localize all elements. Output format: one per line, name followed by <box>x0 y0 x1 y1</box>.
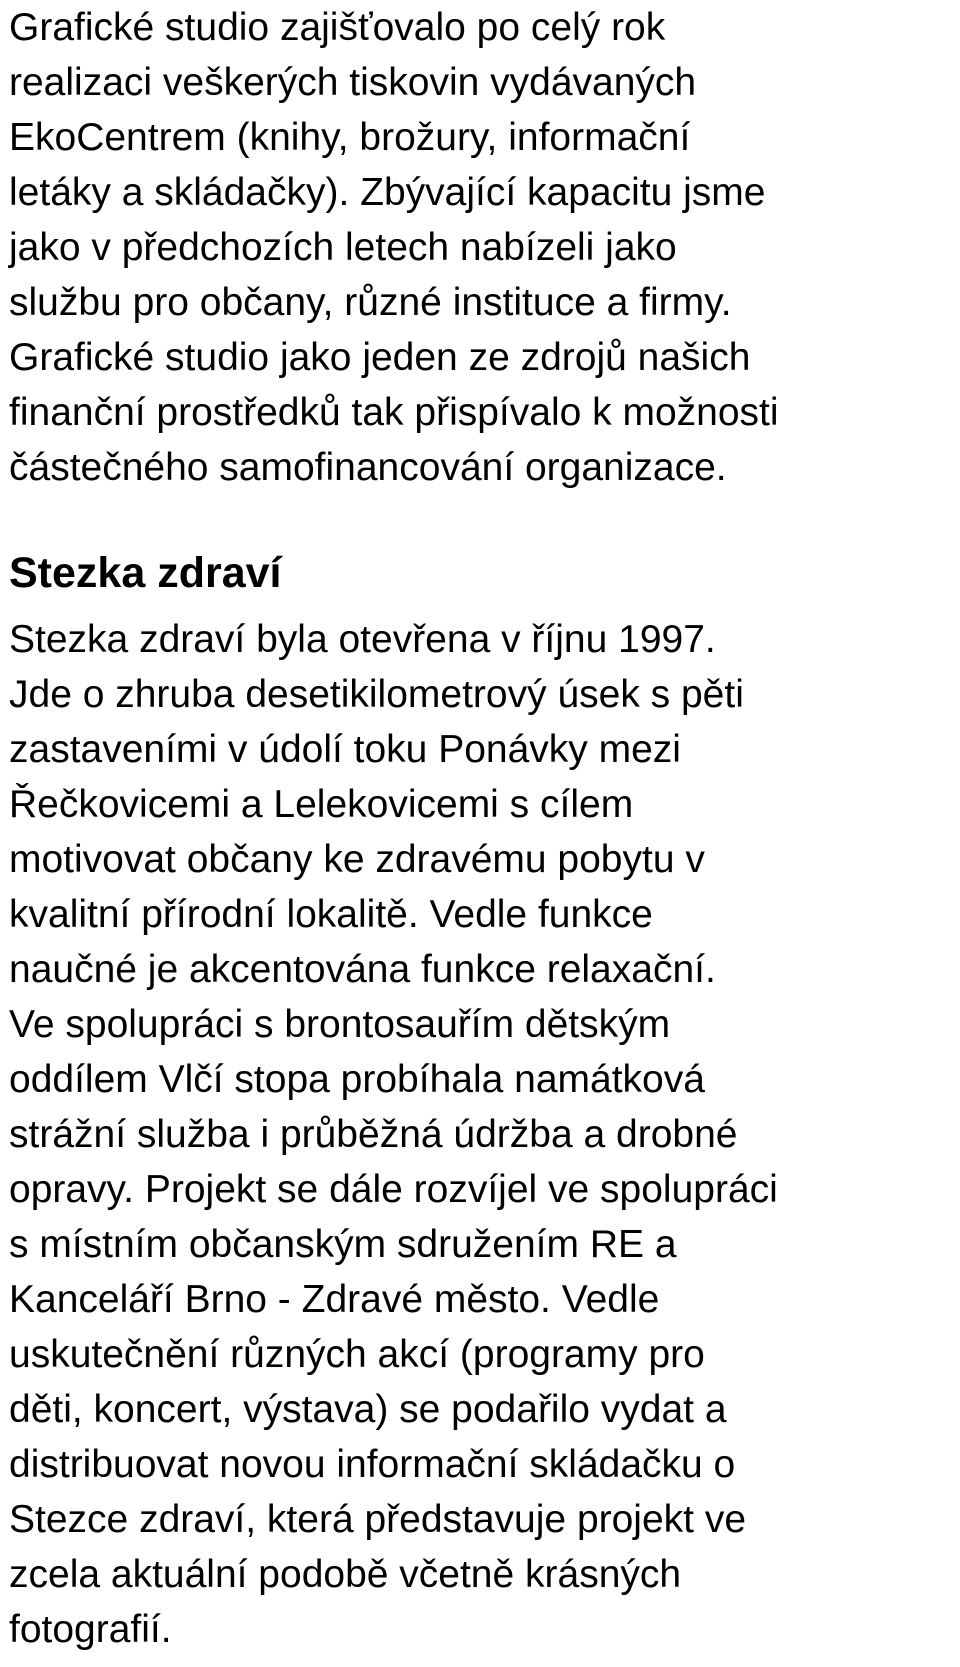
paragraph-stezka-zdravi <box>9 612 954 1657</box>
text-line: kvalitní přírodní lokalitě. Vedle funkce <box>9 893 653 936</box>
text-line: realizaci veškerých tiskovin vydávaných <box>9 61 697 104</box>
text-line: Grafické studio jako jeden ze zdrojů našich <box>9 336 751 379</box>
text-line: motivovat občany ke zdravému pobytu v <box>9 838 705 881</box>
text-line: oddílem Vlčí stopa probíhala namátková <box>9 1058 705 1101</box>
text-line: strážní služba i průběžná údržba a drobné <box>9 1113 738 1156</box>
text-line: Kanceláří Brno - Zdravé město. Vedle <box>9 1278 660 1321</box>
text-line: Ve spolupráci s brontosauřím dětským <box>9 1003 671 1046</box>
text-line: Stezka zdraví byla otevřena v říjnu 1997. <box>9 618 716 661</box>
text-line: Jde o zhruba desetikilometrový úsek s pěti <box>9 673 744 716</box>
text-line: Stezce zdraví, která představuje projekt ve <box>9 1498 747 1541</box>
section-heading: Stezka zdraví <box>9 549 282 597</box>
text-line: opravy. Projekt se dále rozvíjel ve spolupráci <box>9 1168 778 1211</box>
text-line: Grafické studio zajišťovalo po celý rok <box>9 6 666 49</box>
text-line: naučné je akcentována funkce relaxační. <box>9 948 716 991</box>
text-line: částečného samofinancování organizace. <box>9 446 727 489</box>
paragraph-grafické-studio <box>9 0 954 495</box>
text-line: službu pro občany, různé instituce a firmy. <box>9 281 732 324</box>
text-line: distribuovat novou informační skládačku o <box>9 1443 736 1486</box>
text-line: letáky a skládačky). Zbývající kapacitu jsme <box>9 171 766 214</box>
text-line: uskutečnění různých akcí (programy pro <box>9 1333 705 1376</box>
text-line: jako v předchozích letech nabízeli jako <box>9 226 677 269</box>
text-line: děti, koncert, výstava) se podařilo vydat a <box>9 1388 727 1431</box>
text-line: zcela aktuální podobě včetně krásných <box>9 1553 682 1596</box>
text-line: zastaveními v údolí toku Ponávky mezi <box>9 728 681 771</box>
text-line: EkoCentrem (knihy, brožury, informační <box>9 116 691 159</box>
text-line: s místním občanským sdružením RE a <box>9 1223 677 1266</box>
text-line: Řečkovicemi a Lelekovicemi s cílem <box>9 783 634 826</box>
text-line: fotografií. <box>9 1608 172 1651</box>
text-line: finanční prostředků tak přispívalo k možnosti <box>9 391 779 434</box>
